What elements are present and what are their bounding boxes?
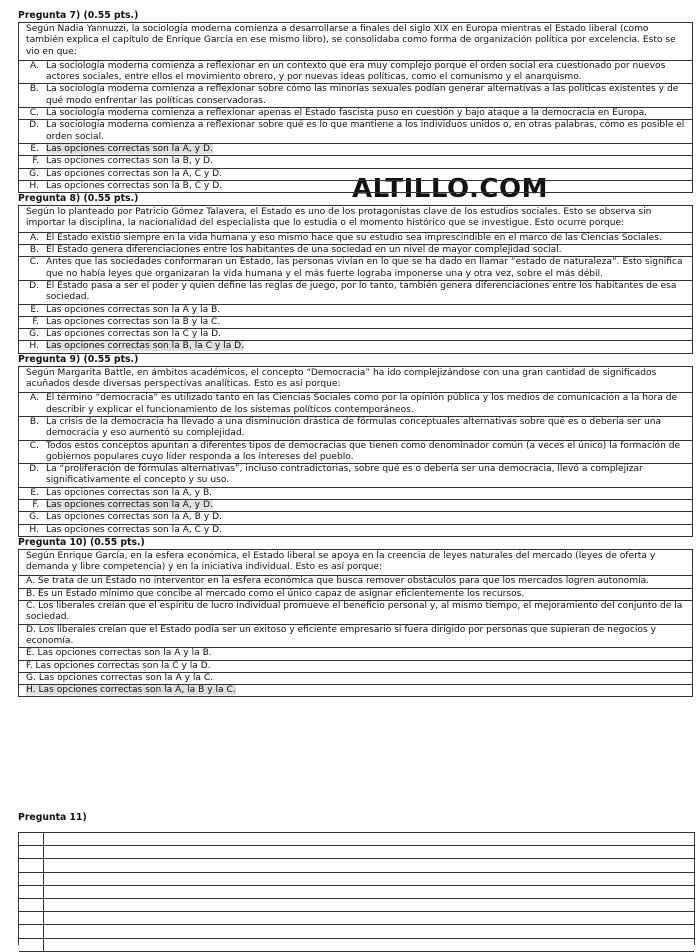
answer-line[interactable]: [19, 939, 694, 952]
selected-option-text: H. Las opciones correctas son la A, la B y la C.: [26, 685, 236, 696]
answer-option[interactable]: [19, 416, 692, 440]
selected-option-text: Las opciones correctas son la B, la C y la D.: [46, 341, 245, 352]
option-key: F.: [32, 499, 39, 510]
option-text: La “proliferación de fórmulas alternativas”, incluso contradictorias, sobre qué es o debería ser una democracia, llevó a complejizar significativamente el concepto y su uso.: [46, 464, 643, 486]
answer-option[interactable]: [19, 463, 692, 487]
answer-option[interactable]: [19, 280, 692, 304]
answer-option[interactable]: [19, 328, 692, 340]
answer-line[interactable]: [19, 859, 694, 872]
answer-line[interactable]: [19, 899, 694, 912]
option-text: El término “democracia” es utilizado tanto en las Ciencias Sociales como por la opinión pública y los medios de comunicación a la hora de describir y explicar el funcionamiento de los sistemas políticos contemporáneos.: [46, 393, 678, 415]
answer-option[interactable]: [19, 60, 692, 84]
option-text: Las opciones correctas son la A, B y D.: [46, 512, 222, 523]
option-text: G. Las opciones correctas son la A y la C.: [26, 672, 214, 683]
option-text: El Estado existió siempre en la vida humana y eso mismo hace que su estudio sea imprescindible en el marco de las Ciencias Sociales.: [46, 232, 662, 243]
question-box: [18, 205, 693, 354]
exam-page: [18, 10, 693, 697]
option-key: H.: [29, 180, 39, 191]
option-key: B.: [29, 416, 39, 427]
question-header: Pregunta 9) (0.55 pts.): [18, 353, 139, 365]
answer-option[interactable]: [19, 256, 692, 280]
question-box: [18, 366, 693, 537]
answer-line[interactable]: [19, 912, 694, 925]
answer-option[interactable]: [19, 440, 692, 464]
option-key: G.: [29, 512, 39, 523]
option-text: F. Las opciones correctas son la C y la D.: [26, 660, 211, 671]
answer-option[interactable]: [19, 107, 692, 119]
option-text: Las opciones correctas son la A, y B.: [46, 487, 213, 498]
option-key: H.: [29, 524, 39, 535]
option-key: G.: [29, 329, 39, 340]
question-header: Pregunta 10) (0.55 pts.): [18, 536, 145, 548]
option-text: Las opciones correctas son la A, C y D.: [46, 168, 223, 179]
option-key: C.: [29, 440, 39, 451]
answer-option[interactable]: [19, 244, 692, 256]
option-text: El Estado genera diferenciaciones entre los habitantes de una sociedad en un nivel de mayor complejidad social.: [46, 245, 562, 256]
answer-line-divider: [43, 939, 44, 951]
answer-option[interactable]: [19, 168, 692, 180]
selected-option-text: Las opciones correctas son la A, y D.: [46, 499, 213, 510]
answer-option[interactable]: [19, 672, 692, 684]
question-box: [18, 22, 693, 193]
answer-option[interactable]: [19, 524, 692, 536]
option-key: F.: [32, 316, 39, 327]
option-text: Las opciones correctas son la C y la D.: [46, 329, 222, 340]
option-text: Todos estos conceptos apuntan a diferentes tipos de democracias que tienen como denominador común (a veces el único) la formación de gobiernos populares cuyo líder responda a los intereses del pueblo.: [46, 440, 681, 462]
question-stem: Según Margarita Battle, en ámbitos académicos, el concepto “Democracia” ha ido complejizándose con una gran cantidad de significados acuñados desde diversas perspectivas analíticas. Esto es así porque:: [26, 367, 657, 390]
option-key: F.: [32, 156, 39, 167]
answer-line[interactable]: [19, 846, 694, 859]
option-key: D.: [29, 464, 39, 475]
option-key: A.: [30, 60, 39, 71]
answer-option[interactable]: [19, 588, 692, 600]
answer-line[interactable]: [19, 925, 694, 938]
answer-option[interactable]: [19, 304, 692, 316]
option-key: E.: [30, 143, 39, 154]
answer-line-divider: [43, 912, 44, 924]
option-key: E.: [30, 487, 39, 498]
answer-option[interactable]: [19, 119, 692, 143]
answer-line-divider: [43, 899, 44, 911]
question-stem: Según Enrique García, en la esfera económica, el Estado liberal se apoya en la creencia de leyes naturales del mercado (leyes de oferta y demanda y libre competencia) y en la iniciativa individual. Esto es así porque:: [26, 550, 656, 573]
option-key: A.: [30, 232, 39, 243]
option-text: E. Las opciones correctas son la A y la B.: [26, 648, 212, 659]
option-text: Las opciones correctas son la B, C y D.: [46, 180, 223, 191]
option-key: C.: [29, 108, 39, 119]
answer-line[interactable]: [19, 886, 694, 899]
option-key: B.: [29, 84, 39, 95]
option-key: D.: [29, 280, 39, 291]
answer-option[interactable]: [19, 660, 692, 672]
option-text: Antes que las sociedades conformaran un Estado, las personas vivían en lo que se ha dado en llamar “estado de naturaleza”. Esto significa que no había leyes que organizaran la vida humana y el más fuerte lograba imponerse una y otra vez, sobre el más débil.: [46, 257, 683, 279]
option-key: C.: [29, 257, 39, 268]
answer-option[interactable]: [19, 340, 692, 352]
answer-option[interactable]: [19, 511, 692, 523]
answer-option[interactable]: [19, 392, 692, 416]
question-stem: Según lo planteado por Patricio Gómez Talavera, el Estado es uno de los protagonistas clave de los estudios sociales. Esto se observa sin importar la disciplina, la nacionalidad del especialista que lo estudia o el momento histórico que se investigue. Esto ocurre porque:: [26, 207, 652, 229]
option-text: A. Se trata de un Estado no interventor en la esfera económica que busca remover obstáculos para que los mercados logren autonomía.: [26, 576, 650, 587]
answer-line-divider: [43, 925, 44, 937]
option-text: Las opciones correctas son la A, C y D.: [46, 524, 223, 535]
answer-option[interactable]: [19, 624, 692, 648]
option-text: La sociología moderna comienza a reflexionar apenas el Estado fascista puso en cuestión y bajo ataque a la democracia en Europa.: [46, 108, 648, 119]
answer-option[interactable]: [19, 155, 692, 167]
option-text: El Estado pasa a ser el poder y quien define las reglas de juego, por lo tanto, también genera diferenciaciones entre los habitantes de esa sociedad.: [46, 280, 677, 303]
option-text: La crisis de la democracia ha llevado a una disminución drástica de fórmulas conceptuales alternativas sobre qué es o debería ser una democracia y eso aumentó su complejidad.: [46, 416, 662, 439]
option-text: La sociología moderna comienza a reflexionar sobre cómo las minorías sexuales podían generar alternativas a las políticas existentes y de qué modo enfrentar las políticas conservadoras.: [46, 84, 679, 106]
answer-line-divider: [43, 859, 44, 871]
answer-option[interactable]: [19, 143, 692, 155]
option-key: H.: [29, 341, 39, 352]
option-key: E.: [30, 304, 39, 315]
option-key: D.: [29, 120, 39, 131]
answer-option[interactable]: [19, 316, 692, 328]
answer-grid: [18, 832, 695, 945]
answer-option[interactable]: [19, 83, 692, 107]
option-text: B. Es un Estado mínimo que concibe al mercado como el único capaz de asignar eficientemente los recursos.: [26, 588, 525, 599]
answer-line-divider: [43, 846, 44, 858]
answer-line-divider: [43, 886, 44, 898]
question-stem: Según Nadia Yannuzzi, la sociología moderna comienza a desarrollarse a finales del siglo XIX en Europa mientras el Estado liberal (como también explica el capítulo de Enrique García en ese mismo libro), se consolidaba como forma de organización política por excelencia. Esto se vio en que:: [26, 24, 676, 57]
option-text: D. Los liberales creían que el Estado podía ser un exitoso y eficiente empresario si fuera dirigido por personas que supieran de negocios y economía.: [26, 624, 656, 646]
option-text: Las opciones correctas son la B y la C.: [46, 316, 221, 327]
option-key: G.: [29, 168, 39, 179]
answer-option[interactable]: [19, 499, 692, 511]
option-key: B.: [29, 245, 39, 256]
answer-option[interactable]: [19, 647, 692, 659]
selected-option-text: Las opciones correctas son la A, y D.: [46, 143, 213, 154]
answer-option[interactable]: [19, 180, 692, 192]
answer-line-divider: [43, 873, 44, 885]
question-header: Pregunta 7) (0.55 pts.): [18, 10, 139, 21]
answer-line-divider: [43, 833, 44, 845]
option-text: La sociología moderna comienza a reflexionar sobre qué es lo que mantiene a los individuos unidos o, en otras palabras, cómo es posible el orden social.: [46, 120, 685, 142]
answer-option[interactable]: [19, 232, 692, 244]
option-key: A.: [30, 393, 39, 404]
answer-option[interactable]: [19, 600, 692, 624]
answer-option[interactable]: [19, 575, 692, 587]
option-text: C. Los liberales creían que el espíritu de lucro individual promueve el beneficio personal y, al mismo tiempo, el mejoramiento del conjunto de la sociedad.: [26, 601, 683, 623]
answer-option[interactable]: [19, 684, 692, 696]
option-text: La sociología moderna comienza a reflexionar en un contexto que era muy complejo porque el orden social era cuestionado por nuevos actores sociales, entre ellos el movimiento obrero, y por nuevas ideas políticas, como el comunismo y el anarquismo.: [46, 60, 666, 83]
answer-line[interactable]: [19, 873, 694, 886]
option-text: Las opciones correctas son la A y la B.: [46, 304, 221, 315]
watermark-logo: ALTILLO.COM: [352, 174, 548, 204]
answer-option[interactable]: [19, 487, 692, 499]
question-header: Pregunta 8) (0.55 pts.): [18, 193, 139, 205]
question-box: [18, 549, 693, 698]
question-11-header: Pregunta 11): [18, 812, 87, 823]
option-text: Las opciones correctas son la B, y D.: [46, 156, 213, 167]
answer-line[interactable]: [19, 833, 694, 846]
